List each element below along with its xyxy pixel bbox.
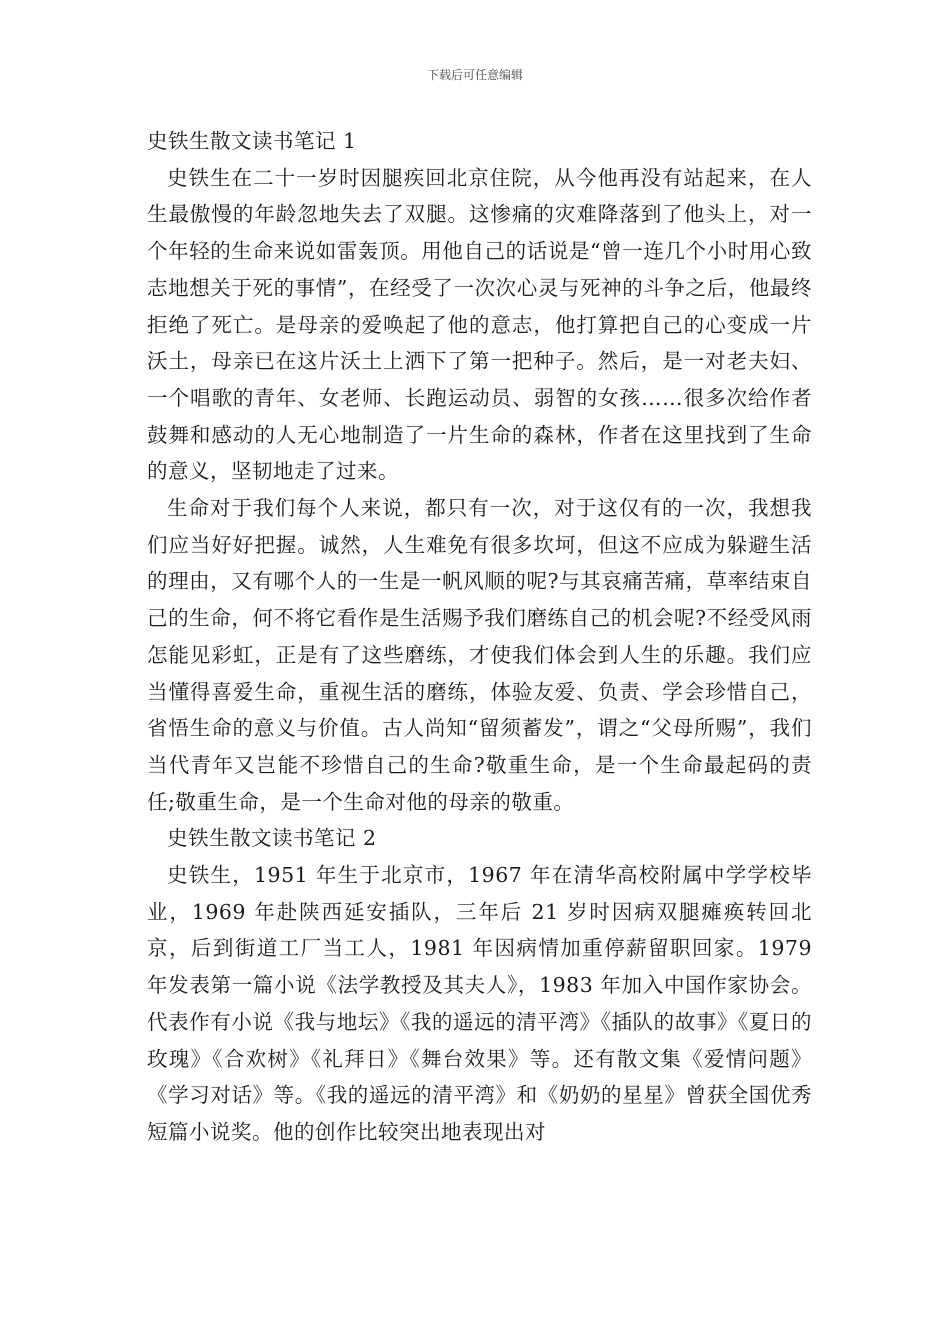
page-header-note: 下载后可任意编辑 — [426, 68, 523, 82]
paragraph-2: 生命对于我们每个人来说，都只有一次，对于这仅有的一次，我想我们应当好好把握。诚然，人生难免有很多坎坷，但这不应成为躲避生活的理由，又有哪个人的一生是一帆风顺的呢?与其哀痛苦痛，草率结束自己的生命，何不将它看作是生活赐予我们磨练自己的机会呢?不经受风雨怎能见彩虹，正是有了这些磨练，才使我们体会到人生的乐趣。我们应当懂得喜爱生命，重视生活的磨练，体验友爱、负责、学会珍惜自己，省悟生命的意义与价值。古人尚知“留须蓄发”，谓之“父母所赐”，我们当代青年又岂能不珍惜自己的生命?敬重生命，是一个生命最起码的责任;敬重生命，是一个生命对他的母亲的敬重。 — [147, 496, 812, 814]
paragraph-1: 史铁生在二十一岁时因腿疾回北京住院，从今他再没有站起来，在人生最傲慢的年龄忽地失去了双腿。这惨痛的灾难降落到了他头上，对一个年轻的生命来说如雷轰顶。用他自己的话说是“曾一连几个小时用心致志地想关于死的事情”，在经受了一次次心灵与死神的斗争之后，他最终拒绝了死亡。是母亲的爱唤起了他的意志，他打算把自己的心变成一片沃土，母亲已在这片沃土上洒下了第一把种子。然后，是一对老夫妇、一个唱歌的青年、女老师、长跑运动员、弱智的女孩……很多次给作者鼓舞和感动的人无心地制造了一片生命的森林，作者在这里找到了生命的意义，坚韧地走了过来。 — [147, 165, 812, 484]
paragraph-3: 史铁生，1951 年生于北京市，1967 年在清华高校附属中学学校毕业，1969 年赴陕西延安插队，三年后 21 岁时因病双腿瘫痪转回北京，后到街道工厂当工人，1981 年因病情加重停薪留职回家。1979 年发表第一篇小说《法学教授及其夫人》，1983 年加入中国作家协会。代表作有小说《我与地坛》《我的遥远的清平湾》《插队的故事》《夏日的玫瑰》《合欢树》《礼拜日》《舞台效果》等。还有散文集《爱情问题》《学习对话》等。《我的遥远的清平湾》和《奶奶的星星》曾获全国优秀短篇小说奖。他的创作比较突出地表现出对 — [147, 863, 812, 1144]
section-heading-1: 史铁生散文读书笔记 1 — [147, 129, 357, 153]
article-body — [147, 123, 812, 1151]
section-heading-2: 史铁生散文读书笔记 2 — [167, 826, 377, 851]
